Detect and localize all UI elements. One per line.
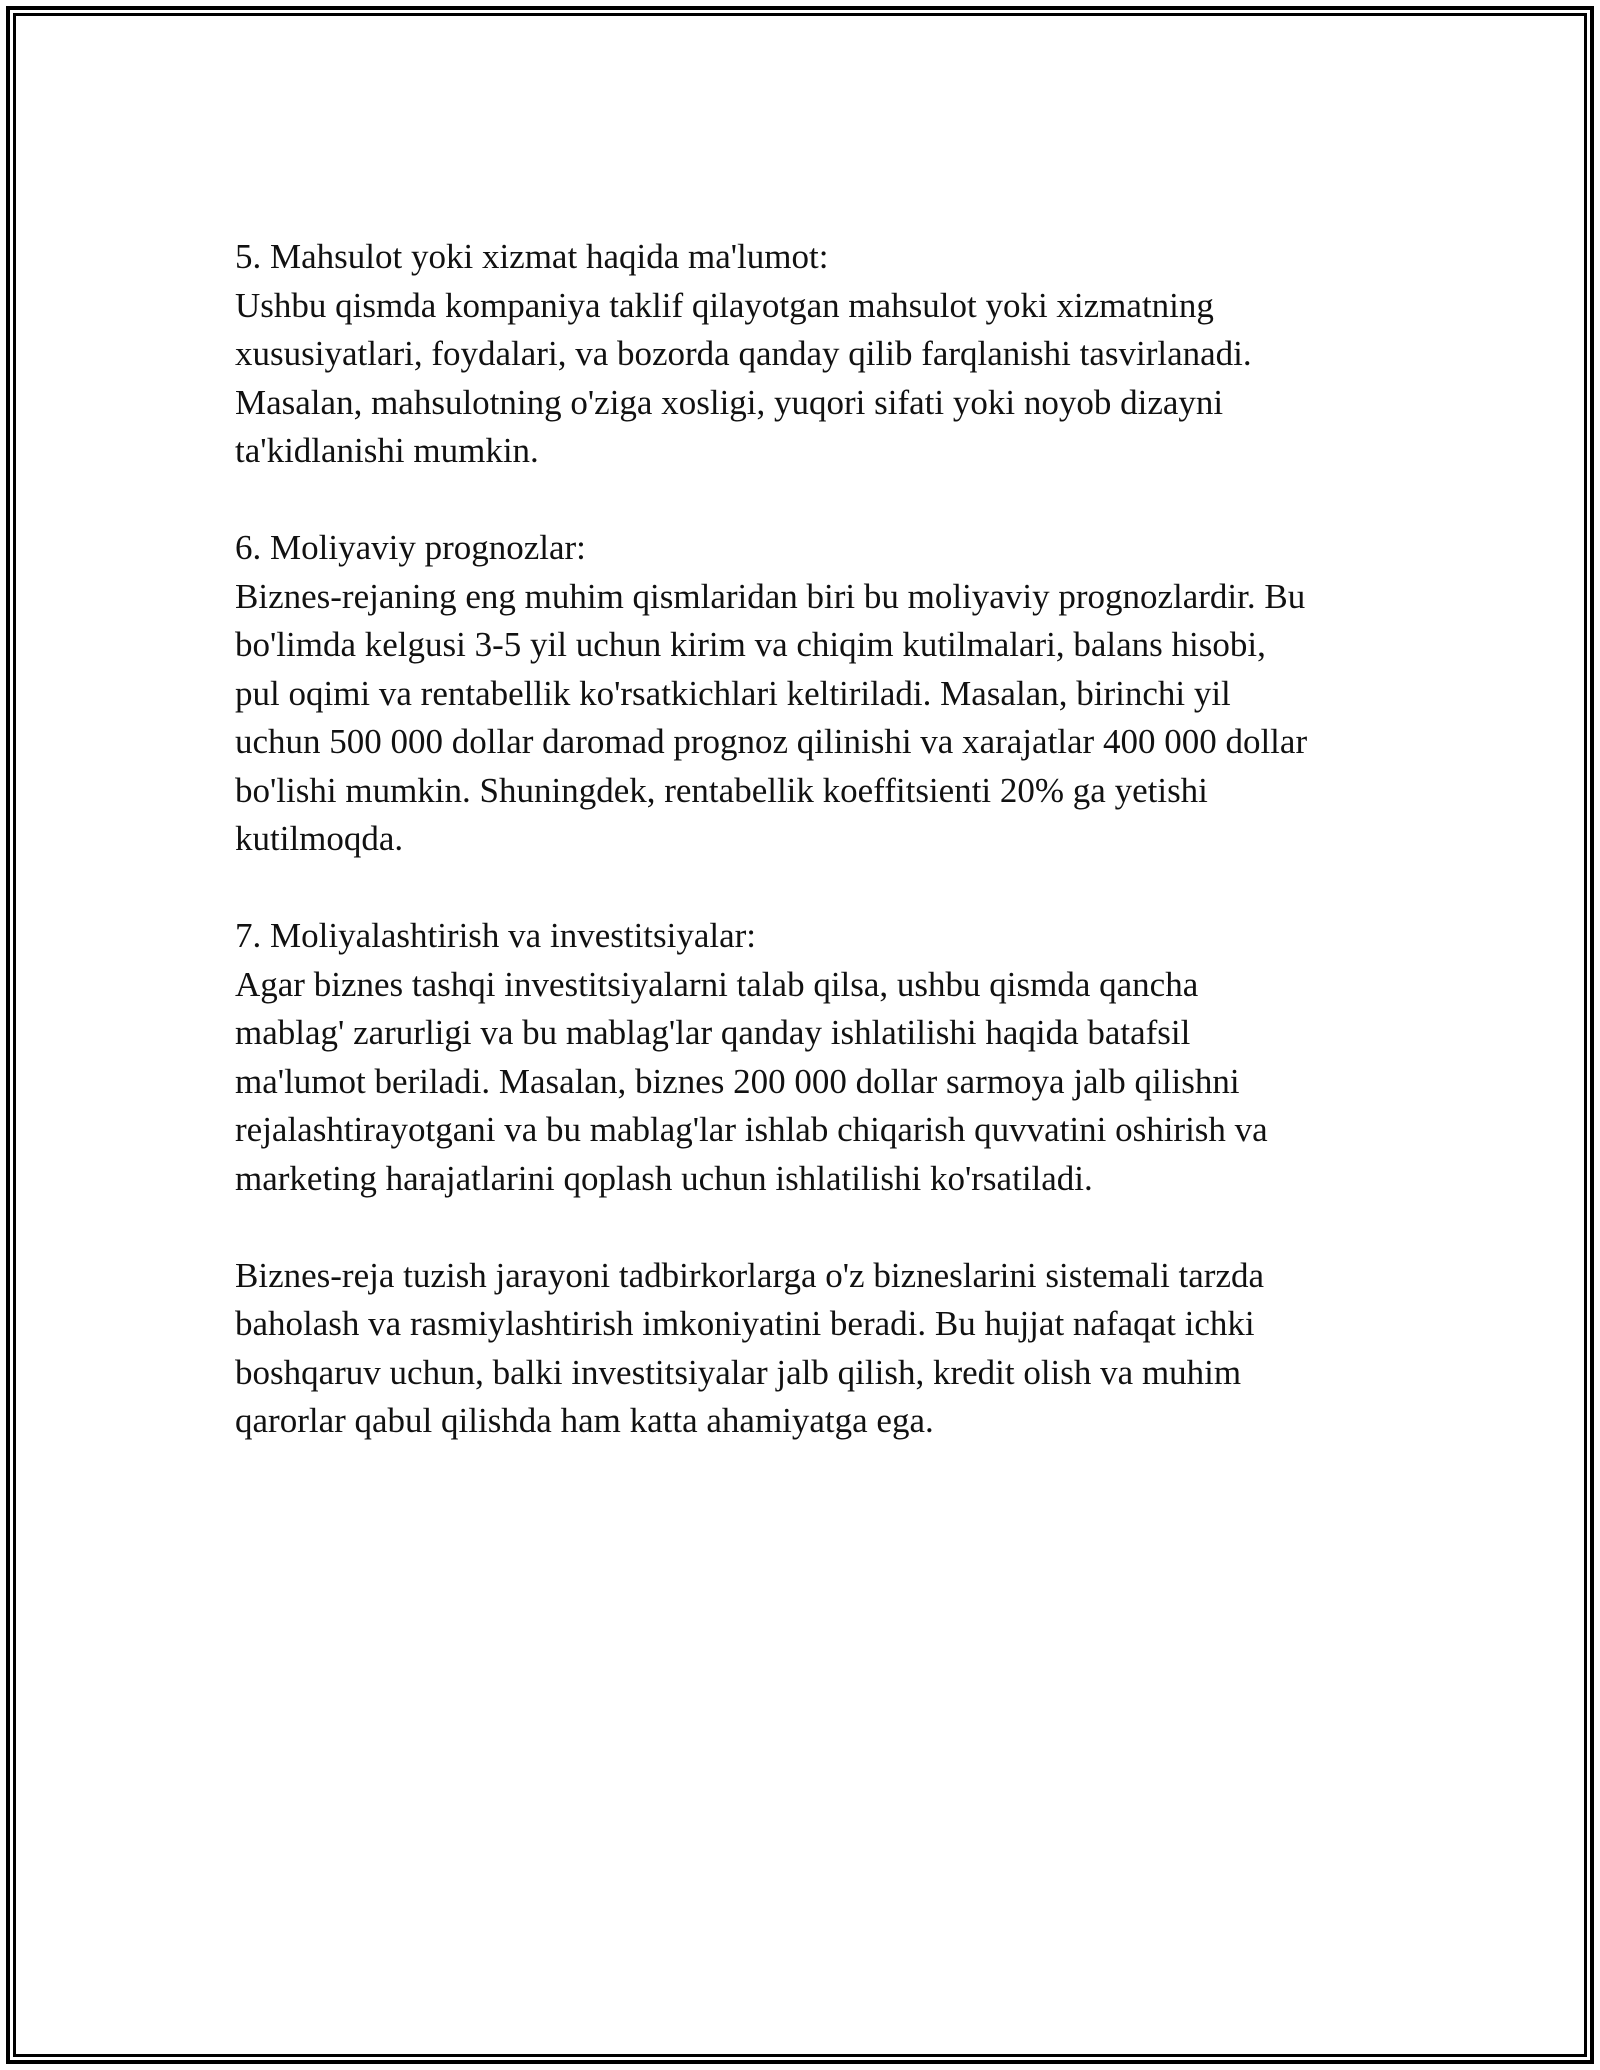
section-paragraph	[235, 1252, 1385, 1446]
paragraph-line: uchun 500 000 dollar daromad prognoz qilinishi va xarajatlar 400 000 dollar	[235, 722, 1308, 761]
paragraph-line: mablag' zarurligi va bu mablag'lar qanday ishlatilishi haqida batafsil	[235, 1013, 1191, 1052]
section-paragraph	[235, 961, 1385, 1204]
paragraph-line: qarorlar qabul qilishda ham katta ahamiyatga ega.	[235, 1401, 934, 1440]
paragraph-line: Biznes-rejaning eng muhim qismlaridan biri bu moliyaviy prognozlardir. Bu	[235, 576, 1306, 616]
paragraph-line: ma'lumot beriladi. Masalan, biznes 200 000 dollar sarmoya jalb qilishni	[235, 1061, 1240, 1101]
conclusion-paragraph	[235, 1252, 1385, 1446]
paragraph-line: pul oqimi va rentabellik ko'rsatkichlari keltiriladi. Masalan, birinchi yil	[235, 673, 1231, 713]
paragraph-line: baholash va rasmiylashtirish imkoniyatini beradi. Bu hujjat nafaqat ichki	[235, 1304, 1255, 1343]
paragraph-line: Biznes-reja tuzish jarayoni tadbirkorlarga o'z bizneslarini sistemali tarzda	[235, 1255, 1265, 1295]
paragraph-line: bo'lishi mumkin. Shuningdek, rentabellik koeffitsienti 20% ga yetishi	[235, 770, 1208, 810]
section-financial-forecasts	[235, 524, 1385, 864]
section-heading: 6. Moliyaviy prognozlar:	[235, 528, 586, 567]
section-heading: 7. Moliyalashtirish va investitsiyalar:	[235, 916, 757, 955]
paragraph-line: Masalan, mahsulotning o'ziga xosligi, yuqori sifati yoki noyob dizayni	[235, 382, 1224, 422]
section-product-info	[235, 233, 1385, 476]
paragraph-line: rejalashtirayotgani va bu mablag'lar ishlab chiqarish quvvatini oshirish va	[235, 1110, 1268, 1149]
section-paragraph	[235, 573, 1385, 864]
paragraph-line: marketing harajatlarini qoplash uchun ishlatilishi ko'rsatiladi.	[235, 1158, 1093, 1198]
paragraph-line: ta'kidlanishi mumkin.	[235, 431, 539, 470]
section-paragraph	[235, 282, 1385, 476]
paragraph-line: boshqaruv uchun, balki investitsiyalar jalb qilish, kredit olish va muhim	[235, 1352, 1242, 1392]
paragraph-line: kutilmoqda.	[235, 819, 404, 858]
section-financing-investments	[235, 912, 1385, 1203]
paragraph-line: Agar biznes tashqi investitsiyalarni talab qilsa, ushbu qismda qancha	[235, 964, 1199, 1004]
paragraph-line: xususiyatlari, foydalari, va bozorda qanday qilib farqlanishi tasvirlanadi.	[235, 334, 1252, 373]
document-body	[235, 233, 1385, 1494]
paragraph-line: bo'limda kelgusi 3-5 yil uchun kirim va chiqim kutilmalari, balans hisobi,	[235, 625, 1266, 664]
section-heading: 5. Mahsulot yoki xizmat haqida ma'lumot:	[235, 237, 829, 276]
paragraph-line: Ushbu qismda kompaniya taklif qilayotgan mahsulot yoki xizmatning	[235, 285, 1214, 325]
